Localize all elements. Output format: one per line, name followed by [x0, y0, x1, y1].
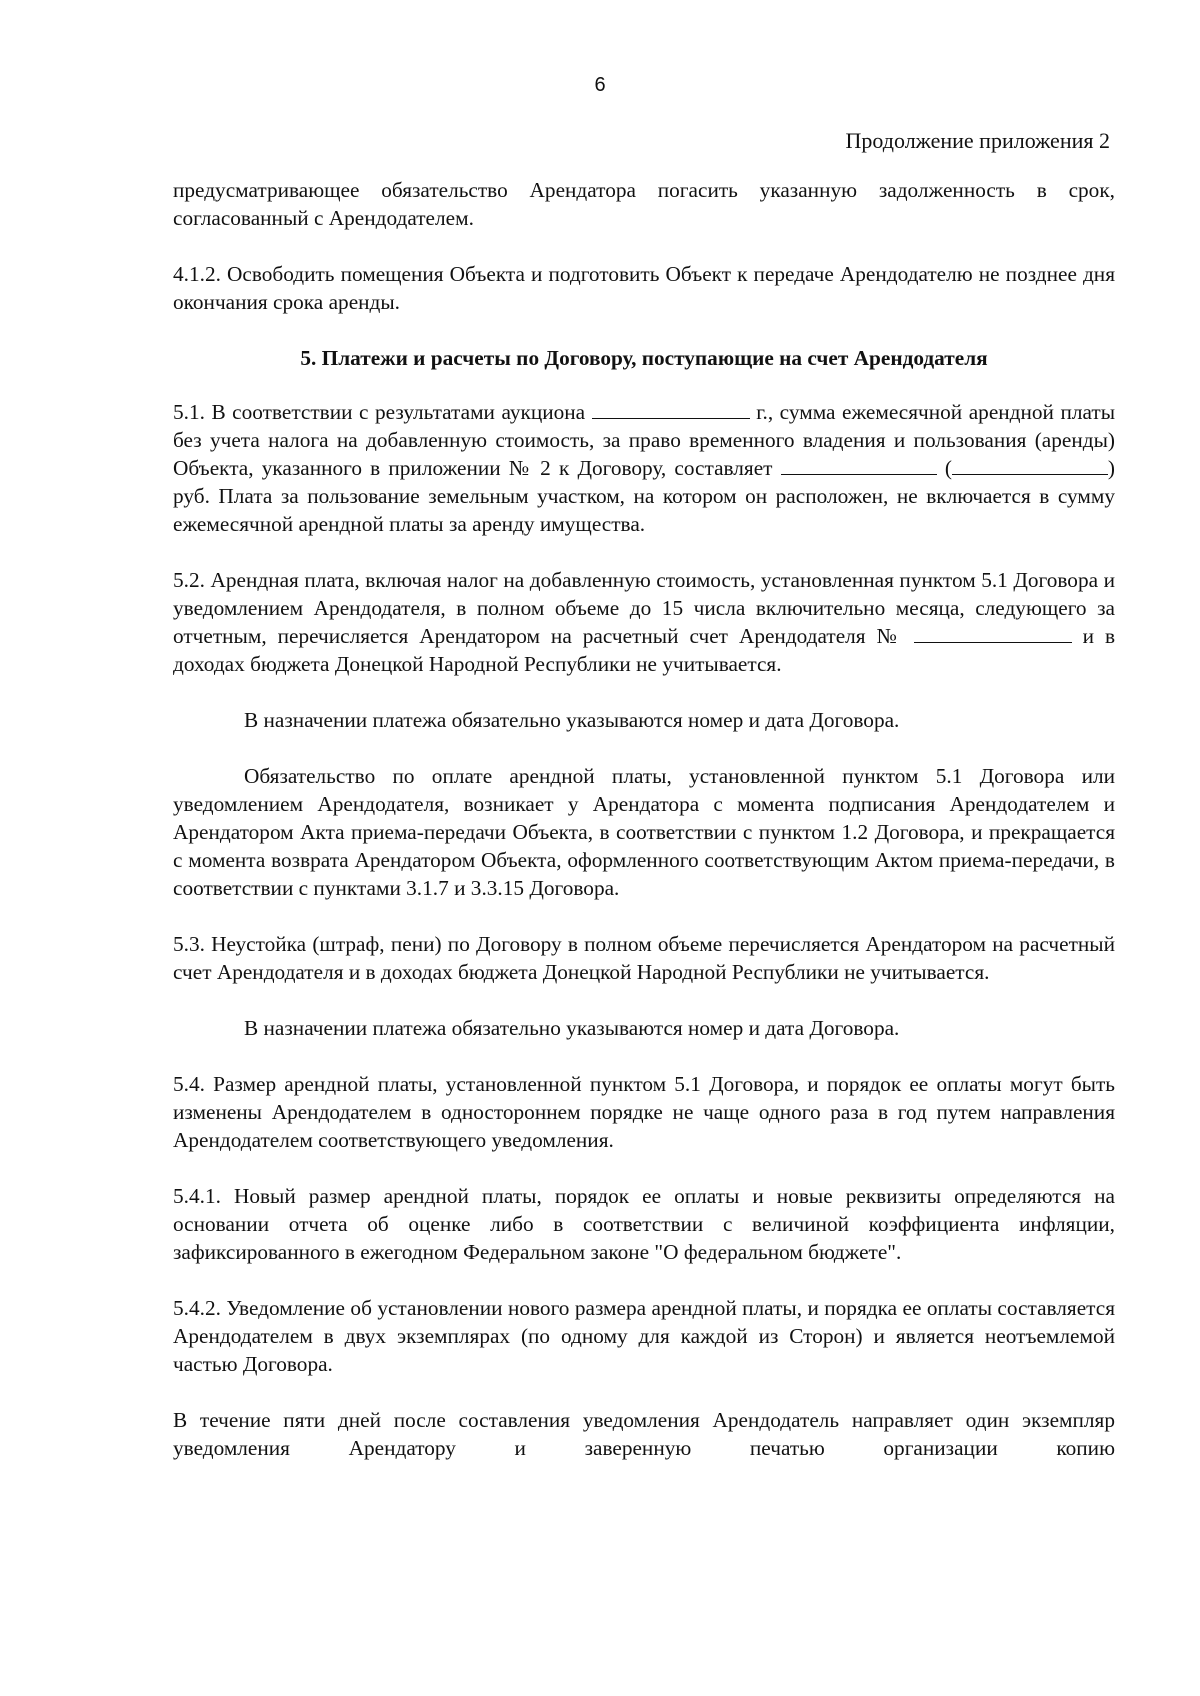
paragraph-5-1 — [173, 398, 1115, 538]
rent-amount-words-blank — [952, 454, 1108, 475]
account-number-blank — [914, 622, 1072, 643]
paragraph-5-4: 5.4. Размер арендной платы, установленной пунктом 5.1 Договора, и порядок ее оплаты могут быть изменены Арендодателем в одностороннем порядке не чаще одного раза в год путем направления Арендодателем соответствующего уведомления. — [173, 1072, 1115, 1152]
paragraph-5-1-part-c: ( — [944, 456, 952, 480]
paragraph-5-4-1: 5.4.1. Новый размер арендной платы, порядок ее оплаты и новые реквизиты определяются на основании отчета об оценке либо в соответствии с величиной коэффициента инфляции, зафиксированного в ежегодном Федеральном законе "О федеральном бюджете". — [173, 1184, 1115, 1264]
auction-date-blank — [592, 398, 750, 419]
paragraph-5-2 — [173, 566, 1115, 678]
paragraph-5-2-part-a: 5.2. Арендная плата, включая налог на добавленную стоимость, установленная пунктом 5.1 Договора и уведомлением Арендодателя, в полном объеме до 15 числа включительно месяца, следующего за отчетным, перечисляется Арендатором на расчетный счет Арендодателя № — [173, 568, 1115, 648]
paragraph-payment-purpose-1: В назначении платежа обязательно указываются номер и дата Договора. — [244, 708, 900, 732]
paragraph-5-4-2: 5.4.2. Уведомление об установлении нового размера арендной платы, и порядка ее оплаты составляется Арендодателем в двух экземплярах (по одному для каждой из Сторон) и является неотъемлемой частью Договора. — [173, 1296, 1115, 1376]
annex-continuation-note: Продолжение приложения 2 — [845, 128, 1110, 153]
paragraph-debt-obligation: предусматривающее обязательство Арендатора погасить указанную задолженность в срок, согласованный с Арендодателем. — [173, 178, 1115, 230]
paragraph-5-1-part-b: г., сумма ежемесячной арендной платы без учета налога на добавленную стоимость, за право временного владения и пользования (аренды) Объекта, указанного в приложении № 2 к Договору, составляет — [173, 400, 1116, 480]
paragraph-5-1-part-a: 5.1. В соответствии с результатами аукциона — [173, 400, 586, 424]
paragraph-5-2-part-b: и в доходах бюджета Донецкой Народной Республики не учитывается. — [173, 624, 1116, 676]
paragraph-5-1-part-d: ) руб. Плата за пользование земельным участком, на котором он расположен, не включается в сумму ежемесячной арендной платы за аренду имущества. — [173, 456, 1116, 536]
section-5-heading: 5. Платежи и расчеты по Договору, поступающие на счет Арендодателя — [300, 346, 988, 370]
paragraph-notice-dispatch: В течение пяти дней после составления уведомления Арендодатель направляет один экземпляр уведомления Арендатору и заверенную печатью организации копию — [173, 1408, 1115, 1460]
paragraph-4-1-2: 4.1.2. Освободить помещения Объекта и подготовить Объект к передаче Арендодателю не позднее дня окончания срока аренды. — [173, 262, 1115, 314]
document-body — [173, 176, 1115, 1490]
paragraph-5-3: 5.3. Неустойка (штраф, пени) по Договору в полном объеме перечисляется Арендатором на расчетный счет Арендодателя и в доходах бюджета Донецкой Народной Республики не учитывается. — [173, 932, 1115, 984]
paragraph-payment-purpose-2: В назначении платежа обязательно указываются номер и дата Договора. — [244, 1016, 900, 1040]
paragraph-payment-obligation: Обязательство по оплате арендной платы, установленной пунктом 5.1 Договора или уведомлением Арендодателя, возникает у Арендатора с момента подписания Арендодателем и Арендатором Акта приема-передачи Объекта, в соответствии с пунктом 1.2 Договора, и прекращается с момента возврата Арендатором Объекта, оформленного соответствующим Актом приема-передачи, в соответствии с пунктами 3.1.7 и 3.3.15 Договора. — [173, 764, 1115, 900]
page-number: 6 — [594, 74, 606, 96]
rent-amount-blank — [781, 454, 937, 475]
